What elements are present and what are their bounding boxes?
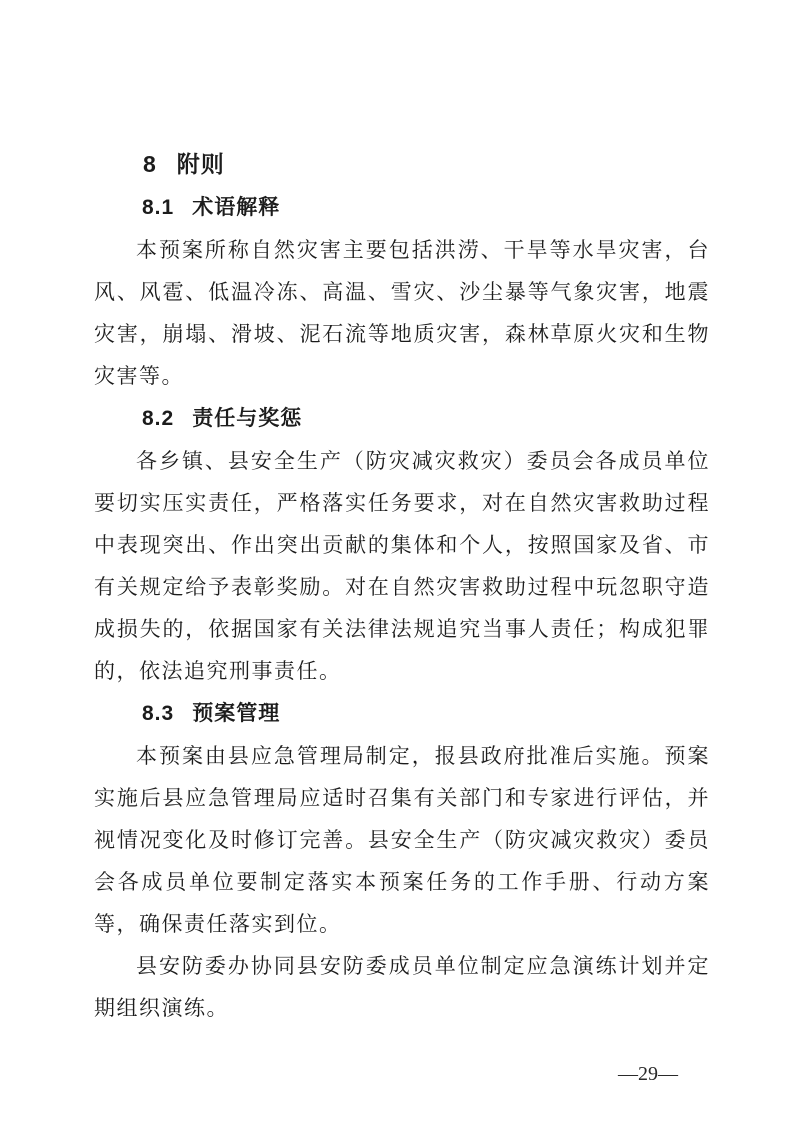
section-number-8-2: 8.2 [142,407,175,430]
paragraph-responsibility-rewards: 各乡镇、县安全生产（防灾减灾救灾）委员会各成员单位要切实压实责任，严格落实任务要求，对在自然灾害救助过程中表现突出、作出突出贡献的集体和个人，按照国家及省、市有关规定给予表彰奖励。对在自然灾害救助过程中玩忽职守造成损失的，依据国家有关法律法规追究当事人责任；构成犯罪的，依法追究刑事责任。 [94,449,710,683]
paragraph-terms-definition: 本预案所称自然灾害主要包括洪涝、干旱等水旱灾害，台风、风雹、低温冷冻、高温、雪灾、沙尘暴等气象灾害，地震灾害，崩塌、滑坡、泥石流等地质灾害，森林草原火灾和生物灾害等。 [94,238,710,388]
section-title-8-1: 术语解释 [192,195,281,219]
section-heading-8-1 [94,186,710,229]
section-number-8-1: 8.1 [142,196,175,219]
section-number-8-3: 8.3 [142,702,175,725]
paragraph-plan-management: 本预案由县应急管理局制定，报县政府批准后实施。预案实施后县应急管理局应适时召集有关部门和专家进行评估，并视情况变化及时修订完善。县安全生产（防灾减灾救灾）委员会各成员单位要制定落实本预案任务的工作手册、行动方案等，确保责任落实到位。 [94,744,710,936]
section-heading-8-3 [94,692,710,735]
chapter-title: 附则 [176,151,225,177]
section-title-8-3: 预案管理 [192,701,281,725]
page-number: —29— [618,1063,678,1085]
section-heading-8-2 [94,397,710,440]
page-footer [94,1053,710,1095]
paragraph-drill-plan: 县安防委办协同县安防委成员单位制定应急演练计划并定期组织演练。 [94,954,710,1020]
chapter-heading [94,142,710,186]
chapter-number: 8 [143,151,157,177]
section-title-8-2: 责任与奖惩 [192,406,303,430]
